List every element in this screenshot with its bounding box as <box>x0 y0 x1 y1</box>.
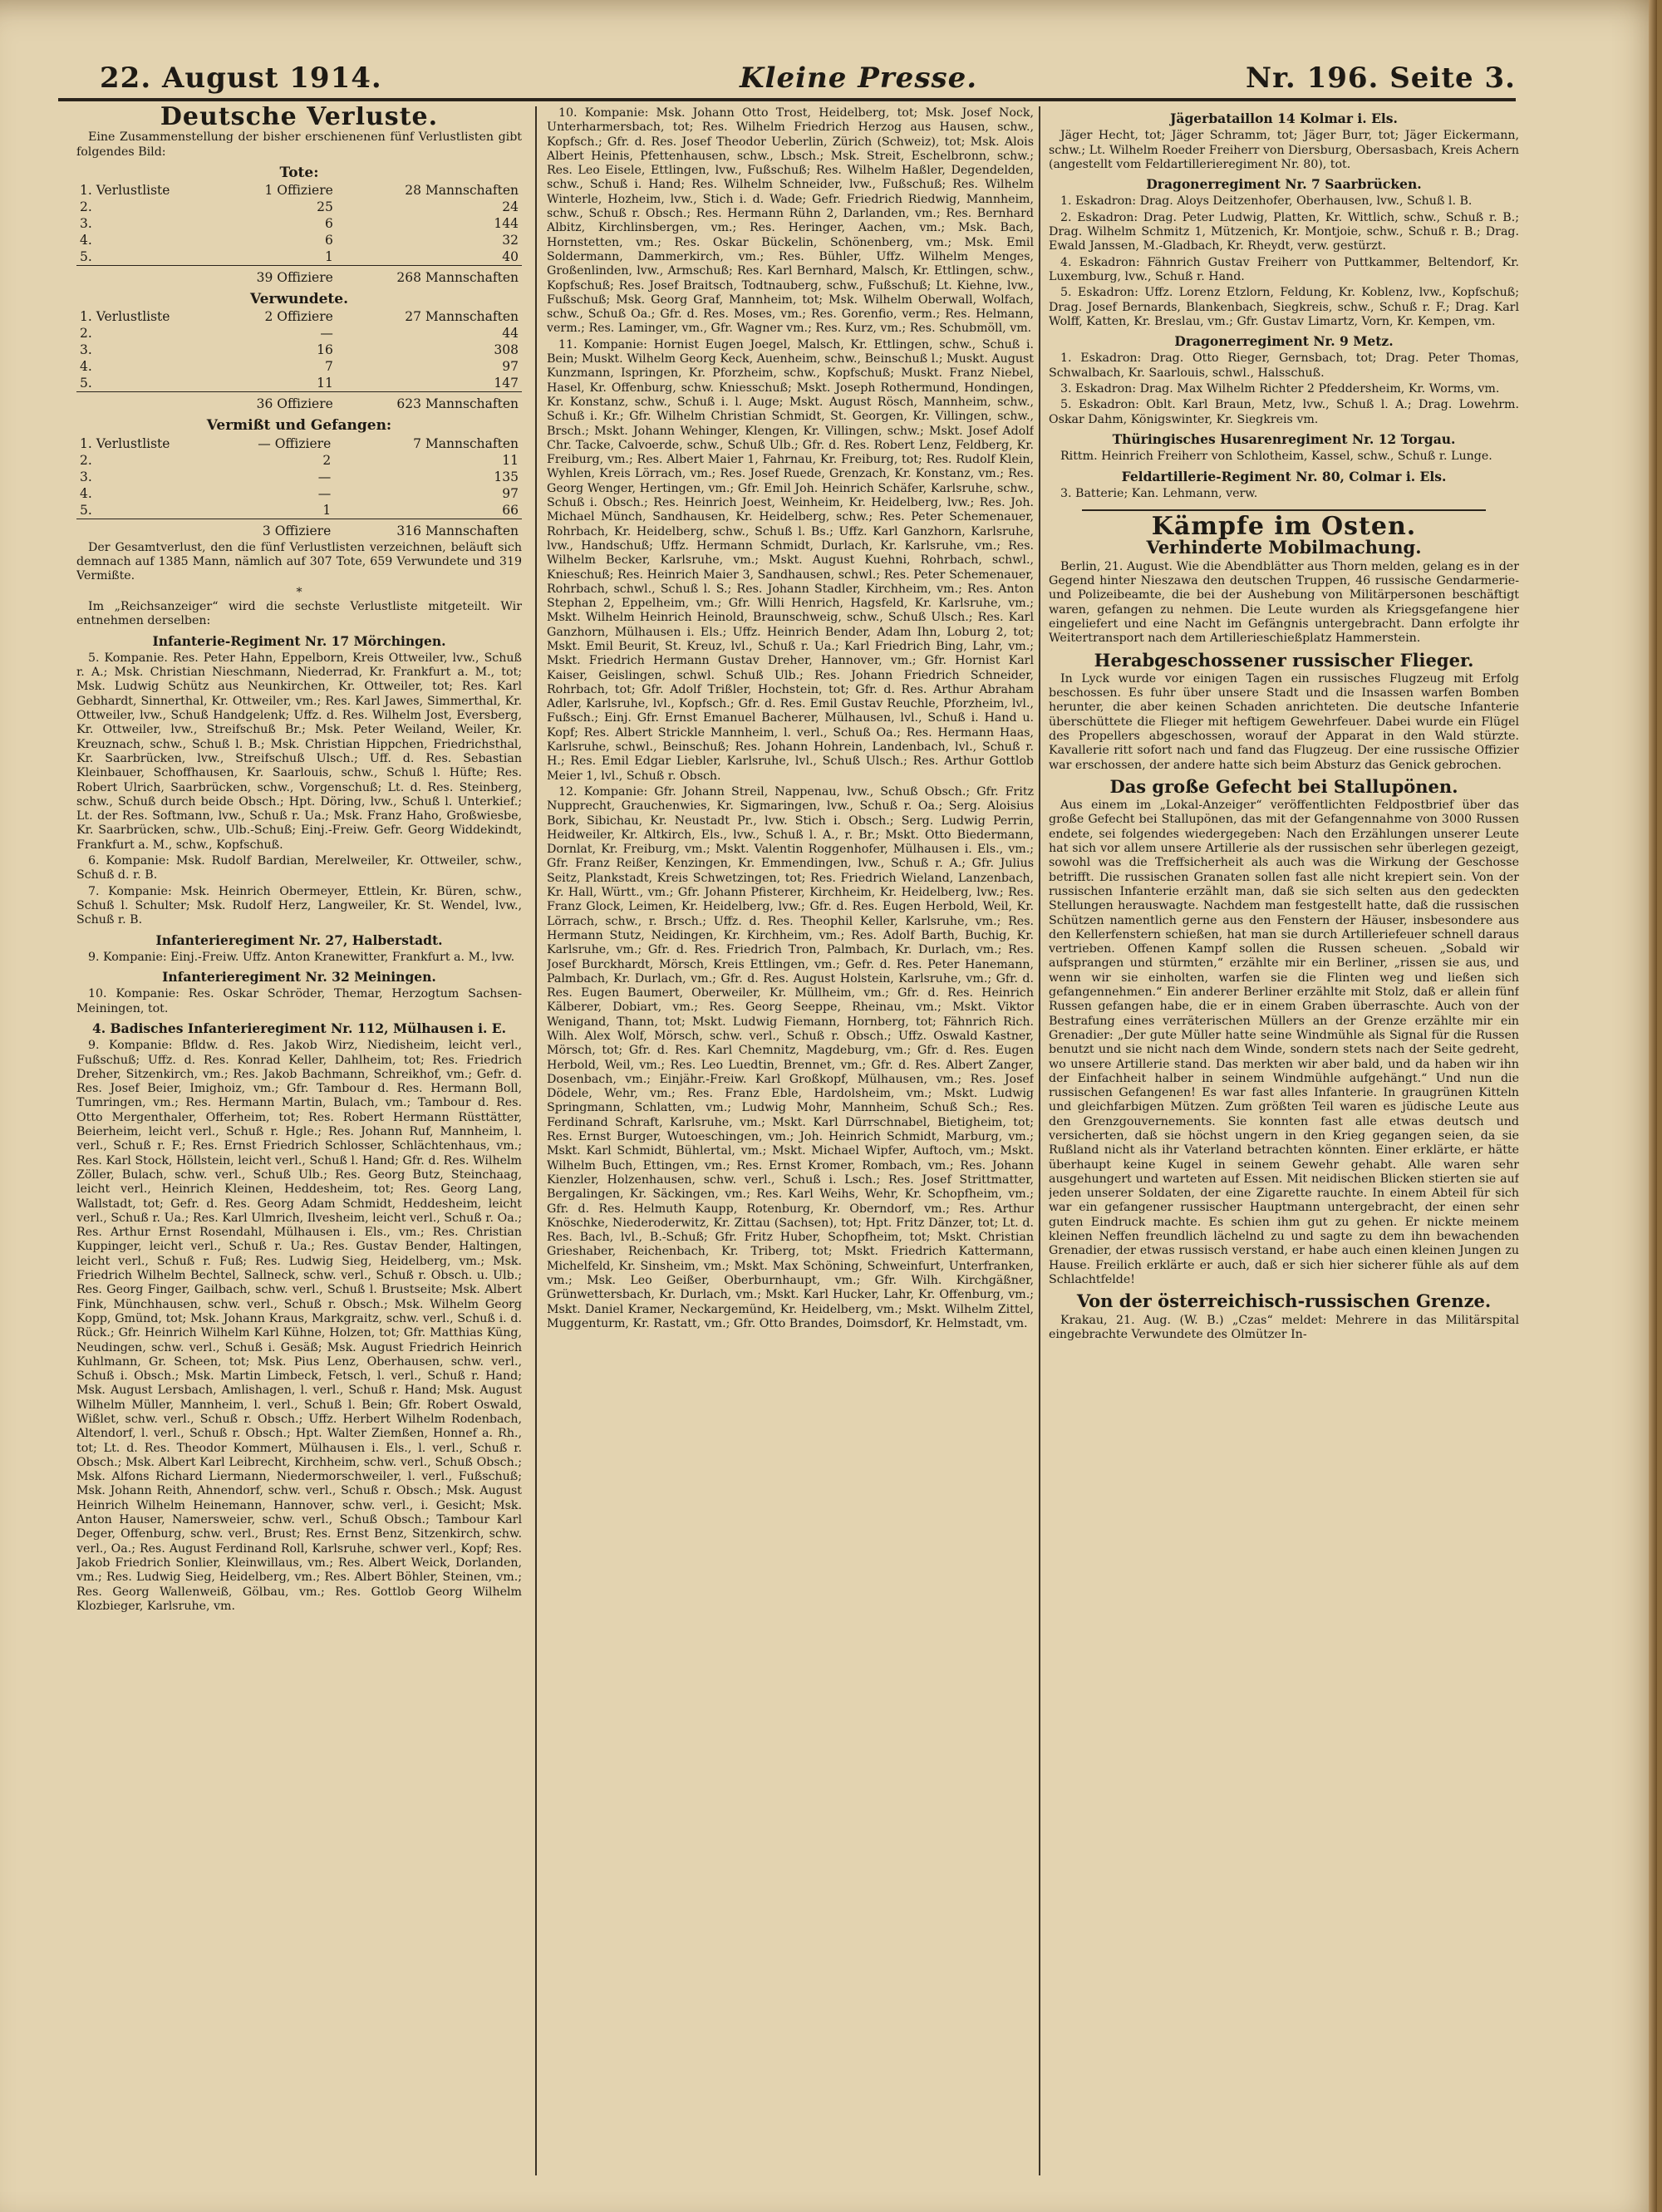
regiment-heading: Dragonerregiment Nr. 9 Metz. <box>1174 333 1394 350</box>
stat-row <box>76 469 522 485</box>
stat-row <box>76 435 522 452</box>
regiment-text: Rittm. Heinrich Freiherr von Schlotheim, Kassel, schw., Schuß r. Lunge. <box>1060 450 1492 464</box>
article-subtitle: Das große Gefecht bei Stallupönen. <box>1109 775 1458 797</box>
intro-text: Eine Zusammenstellung der bisher erschienenen fünf Verlustlisten gibt folgendes Bild: <box>76 130 522 159</box>
stat-cell: 2 <box>322 452 332 468</box>
regiment-heading: Infanterie-Regiment Nr. 17 Mörchingen. <box>152 632 446 649</box>
stat-sum-cell: 316 Mannschaften <box>334 519 522 539</box>
vermisst-table <box>76 435 522 539</box>
regiment-heading: Infanterieregiment Nr. 32 Meiningen. <box>162 969 436 986</box>
regiment-text: 5. Eskadron: Oblt. Karl Braun, Metz, lvw., Schuß l. A.; Drag. Lowehrm. Oskar Dahm, Königswinter, Kr. Siegkreis vm. <box>1049 398 1519 426</box>
stat-cell <box>76 519 218 539</box>
stat-cell: 11 <box>317 376 333 391</box>
sixth-list-text: Im „Reichsanzeiger“ wird die sechste Verlustliste mitgeteilt. Wir entnehmen derselben: <box>76 599 522 628</box>
issue-number: Nr. 196. Seite 3. <box>1246 61 1516 95</box>
stat-cell: 1 <box>322 502 332 518</box>
article-text: Berlin, 21. August. Wie die Abendblätter aus Thorn melden, gelang es in der Gegend hinter Nieszawa den deutschen Truppen, 46 russische Gendarmerie- und Polizeibeamte, die bei der Aushebung von Militärpersonen beschäftigt waren, gefangen zu nehmen. Die Leute wurden als Kriegsgefangene hier eingeliefert und eine Nacht im Gefängnis untergebracht. Dann erfolgte ihr Weitertransport nach dem Artillerieschießplatz Hammerstein. <box>1049 559 1519 646</box>
article-text: Krakau, 21. Aug. (W. B.) „Czas“ meldet: Mehrere in das Militärspital eingebrachte Verwundete des Olmützer In- <box>1049 1313 1519 1341</box>
stat-cell: 1 <box>324 249 333 265</box>
regiment-heading: 4. Badisches Infanterieregiment Nr. 112, Mülhausen i. E. <box>91 1020 507 1036</box>
regiment-text: 9. Kompanie: Bfldw. d. Res. Jakob Wirz, Niedisheim, leicht verl., Fußschuß; Uffz. d. Res. Konrad Keller, Dahlheim, tot; Res. Friedrich Dreher, Sitzenkirch, vm.; Res. Jakob Bachmann, Schreikhof, vm.; Gefr. d. Res. Josef Beier, Imighoiz, vm.; Gfr. Tambour d. Res. Hermann Boll, Tumringen, vm.; Res. Hermann Martin, Bulach, vm.; Tambour d. Res. Otto Mergenthaler, Offerheim, tot; Res. Robert Hermann Rüsttätter, Beierheim, leicht verl., Schuß r. Hgle.; Res. Johann Ruf, Mannheim, l. verl., Schuß r. F.; Res. Ernst Friedrich Schlosser, Schlächtenhaus, vm.; Res. Karl Stock, Höllstein, leicht verl., Schuß l. Hand; Gfr. d. Res. Wilhelm Zöller, Bulach, schw. verl., Schuß Ulb.; Res. Georg Butz, Steinchaag, leicht verl., Heinrich Kleinen, Heddesheim, tot; Res. Georg Lang, Wallstadt, tot; Gefr. d. Res. Georg Adam Schmidt, Heddesheim, leicht verl., Schuß r. Ua.; Res. Karl Ulmrich, Ilvesheim, leicht verl., Schuß r. Oa.; Res. Arthur Ernst Rosendahl, Mülhausen i. Els., vm.; Res. Christian Kuppinger, leicht verl., Schuß r. Ua.; Res. Gustav Bender, Haltingen, leicht verl., Schuß r. Fuß; Res. Ludwig Sieg, Heidelberg, vm.; Msk. Friedrich Wilhelm Bechtel, Sallneck, schw. verl., Schuß r. Obsch. u. Ulb.; Res. Georg Finger, Gailbach, schw. verl., Schuß l. Brustseite; Msk. Albert Fink, Münchhausen, schw. verl., Schuß r. Obsch.; Msk. Wilhelm Georg Kopp, Gmünd, tot; Msk. Johann Kraus, Markgraitz, schw. verl., Schuß i. d. Rück.; Gfr. Heinrich Wilhelm Karl Kühne, Holzen, tot; Gfr. Matthias Küng, Neudingen, schw. verl., Schuß i. Gesäß; Msk. August Friedrich Heinrich Kuhlmann, Gr. Scheen, tot; Msk. Pius Lenz, Oberhausen, schw. verl., Schuß i. Obsch.; Msk. Martin Limbeck, Fetsch, l. verl., Schuß r. Hand; Msk. August Lersbach, Amlishagen, l. verl., Schuß r. Hand; Msk. August Wilhelm Müller, Mannheim, l. verl., Schuß l. Bein; Gfr. Robert Oswald, Wißlet, schw. verl., Schuß r. Obsch.; Uffz. Herbert Wilhelm Rodenbach, Altendorf, l. verl., Schuß r. Obsch.; Hpt. Walter Ziemßen, Honnef a. Rh., tot; Lt. d. Res. Theodor Kommert, Mülhausen i. Els., l. verl., Schuß r. Obsch.; Msk. Albert Karl Leibrecht, Kirchheim, schw. verl., Schuß Obsch.; Msk. Alfons Richard Liermann, Niedermorschweiler, l. verl., Fußschuß; Msk. Johann Reith, Ahnendorf, schw. verl., Schuß r. Obsch.; Msk. August Heinrich Wilhelm Heinemann, Hannover, schw. verl., i. Gesicht; Msk. Anton Hauser, Namersweier, schw. verl., Schuß Obsch.; Tambour Karl Deger, Offenburg, schw. verl., Brust; Res. Ernst Benz, Sitzenkirch, schw. verl., Oa.; Res. August Ferdinand Roll, Karlsruhe, schwer verl., Kopf; Res. Jakob Friedrich Sonlier, Kleinwillaus, vm.; Res. Albert Weick, Dorlanden, vm.; Res. Ludwig Sieg, Heidelberg, vm.; Res. Albert Böhler, Steinen, vm.; Res. Georg Wallenweiß, Gölbau, vm.; Res. Gottlob Georg Wilhelm Klozbieger, Karlsruhe, vm. <box>76 1039 522 1613</box>
stat-cell: 40 <box>502 249 519 265</box>
regiment-heading: Jägerbataillon 14 Kolmar i. Els. <box>1170 111 1398 126</box>
header-rule <box>58 98 1516 101</box>
stat-cell: 4. <box>80 233 92 248</box>
stat-cell: 7 <box>324 359 333 375</box>
column-2 <box>547 106 1034 2174</box>
column-rule <box>1039 106 1040 2175</box>
stat-cell: 1. Verlustliste <box>80 183 170 199</box>
stat-row <box>76 485 522 502</box>
stat-cell: 97 <box>502 485 519 501</box>
stat-cell: 4. <box>80 359 92 375</box>
regiment-text: 3. Eskadron: Drag. Max Wilhelm Richter 2 Pfeddersheim, Kr. Worms, vm. <box>1060 382 1500 396</box>
stat-cell <box>76 266 216 287</box>
stat-sum-cell: 623 Mannschaften <box>337 392 522 413</box>
stat-cell: 4. <box>80 485 92 501</box>
stat-row <box>76 215 522 232</box>
stat-row <box>76 358 522 375</box>
stat-cell: 28 Mannschaften <box>405 183 519 199</box>
ornament: * <box>296 585 302 599</box>
stat-cell: 1. Verlustliste <box>80 435 170 451</box>
stat-cell <box>76 392 216 413</box>
stat-cell: 66 <box>502 502 519 518</box>
stat-cell: 3. <box>80 216 92 232</box>
stat-cell: 27 Mannschaften <box>405 309 519 325</box>
tote-label: Tote: <box>279 164 319 181</box>
regiment-text: 1. Eskadron: Drag. Aloys Deitzenhofer, Oberhausen, lvw., Schuß l. B. <box>1060 194 1473 209</box>
stat-cell: 5. <box>80 376 92 391</box>
article-subtitle: Verhinderte Mobilmachung. <box>1146 537 1422 558</box>
summary-text: Der Gesamtverlust, den die fünf Verlustlisten verzeichnen, beläuft sich demnach auf 1385 Mann, nämlich auf 307 Tote, 659 Verwundete und 319 Vermißte. <box>76 540 522 583</box>
masthead: Kleine Presse. <box>740 61 978 95</box>
stat-sum-row <box>76 519 522 539</box>
vermisst-label: Vermißt und Gefangen: <box>206 417 392 435</box>
column-1 <box>76 106 522 2174</box>
article-text: Aus einem im „Lokal-Anzeiger“ veröffentlichten Feldpostbrief über das große Gefecht bei Stallupönen, das mit der Gefangennahme von 3000 Russen endete, sei folgendes wiedergegeben: Nach den Erzählungen unserer Leute hat sich vor allem unsere Artillerie als der russischen sehr überlegen gezeigt, sowohl was die Treffsicherheit als auch was die Wirkung der Geschosse betrifft. Die russischen Granaten sollen fast alle nicht krepiert sein. Von der russischen Infanterie erzählt man, daß sie sich selten aus den gedeckten Stellungen herauswagte. Nachdem man festgestellt hatte, daß die russischen Schützen namentlich gerne aus den Fenstern der Häuser, insbesondere aus den Kellerfenstern schießen, hat man sie durch Artilleriefeuer schnell daraus vertrieben. Offenen Kampf sollen die Russen scheuen. „Sobald wir aufsprangen und stürmten,“ erzählte mir ein Berliner, „rissen sie aus, und wenn wir sie einholten, warfen sie die Flinten weg und ließen sich gefangennehmen.“ Ein anderer Berliner erzählte mit Stolz, daß er allein fünf Russen gefangen habe, die er in einem Graben überraschte. Auch von der Bestrafung eines verräterischen Müllers an der Grenze erzählte mir ein Grenadier: „Der gute Müller hatte seine Windmühle als Signal für die Russen benutzt und sie nicht nach dem Winde, sondern stets nach der Seite gedreht, wo unsere Artillerie stand. Das merkten wir aber bald, und da haben wir ihn der Einfachheit halber in seinem Windmühle aufgehängt.“ Und nun die russischen Gefangenen! Es war fast alles Infanterie. In graugrünen Kitteln und gleichfarbigen Mützen. Zum größten Teil waren es jüdische Leute aus den Grenzgouvernements. Sie konnten fast alle etwas deutsch und versicherten, daß sie höchst ungern in den Krieg gegangen seien, da sie Rußland nicht als ihr Vaterland betrachten könnten. Einer erklärte, er hätte überhaupt keine Kugel in seinem Gewehr gehabt. Alle waren sehr ausgehungert und warteten auf Essen. Mit neidischen Blicken stierten sie auf jeden unserer Soldaten, der eine Zigarette rauchte. In einem Abteil für sich war ein gefangener russischer Hauptmann untergebracht, der einen sehr guten Eindruck machte. Es schien ihm gut zu gehen. Er nickte meinem kleinen Neffen freundlich lächelnd zu und sagte zu dem ihn bewachenden Grenadier, der etwas russisch verstand, er habe auch einen kleinen Jungen zu Hause. Freilich erklärte er auch, daß er sich hier sicherer fühle als auf dem Schlachtfelde! <box>1049 799 1519 1286</box>
stat-cell: 5. <box>80 249 92 265</box>
stat-cell: 25 <box>317 199 333 215</box>
stat-row <box>76 502 522 519</box>
verwundete-table <box>76 308 522 412</box>
stat-cell: 2. <box>80 326 92 342</box>
stat-cell: 5. <box>80 502 92 518</box>
regiment-text: 3. Batterie; Kan. Lehmann, verw. <box>1060 486 1258 500</box>
tote-table <box>76 182 522 286</box>
stat-cell: 1. Verlustliste <box>80 309 170 325</box>
stat-row <box>76 452 522 469</box>
stat-cell: 24 <box>502 199 519 215</box>
column-3 <box>1049 106 1519 2174</box>
stat-cell: 2. <box>80 452 92 468</box>
stat-row <box>76 342 522 358</box>
stat-cell: 2 Offiziere <box>264 309 333 325</box>
regiment-heading: Thüringisches Husarenregiment Nr. 12 Torgau. <box>1112 430 1456 447</box>
stat-cell: — Offiziere <box>258 435 332 451</box>
company-text: 11. Kompanie: Hornist Eugen Joegel, Malsch, Kr. Ettlingen, schw., Schuß i. Bein; Muskt. Wilhelm Georg Keck, Auenheim, schw., Beinschuß l.; Muskt. August Kunzmann, Ispringen, Kr. Pforzheim, schw., Kopfschuß; Muskt. Franz Niebel, Hasel, Kr. Offenburg, schw. Kniesschuß; Mskt. Joseph Rothermund, Hondingen, Kr. Konstanz, schw., Schuß i. l. Auge; Mskt. August Rösch, Mannheim, schw., Schuß i. Kr.; Gfr. Wilhelm Christian Schmidt, St. Georgen, Kr. Villingen, schw., Brsch.; Mskt. Johann Wehinger, Klengen, Kr. Villingen, schw.; Mskt. Josef Adolf Chr. Tacke, Calvoerde, schw., Schuß Ulb.; Gfr. d. Res. Robert Lenz, Feldberg, Kr. Freiburg, vm.; Res. Albert Maier 1, Fahrnau, Kr. Freiburg, tot; Res. Rudolf Klein, Wyhlen, Kreis Lörrach, vm.; Res. Josef Ruede, Grenzach, Kr. Konstanz, vm.; Res. Georg Wenger, Hertingen, vm.; Gfr. Emil Joh. Heinrich Schäfer, Karlsruhe, schw., Schuß i. Obsch.; Res. Heinrich Joest, Weinheim, Kr. Heidelberg, lvw.; Res. Joh. Michael Münch, Sandhausen, Kr. Heidelberg, schw.; Res. Peter Schemenauer, Rohrbach, Kr. Heidelberg, schw., Schuß l. Bs.; Uffz. Karl Ganzhorn, Karlsruhe, lvw., Handschuß; Uffz. Hermann Schmidt, Durlach, Kr. Karlsruhe, vm.; Res. Wilhelm Becker, Karlsruhe, vm.; Mskt. August Kuehni, Rohrbach, schwl., Knieschuß; Res. Heinrich Maier 3, Sandhausen, schwl.; Res. Peter Schemenauer, Rohrbach, schwl., Schuß l. S.; Res. Johann Stadler, Kirchheim, vm.; Res. Anton Stephan 2, Eppelheim, vm.; Gfr. Willi Henrich, Hagsfeld, Kr. Karlsruhe, vm.; Mskt. Wilhelm Heinrich Heinold, Braunschweig, schw., Schuß Ulsch.; Res. Karl Ganzhorn, Mülhausen i. Els.; Uffz. Heinrich Bender, Adam Ihn, Loburg 2, tot; Mskt. Emil Beurit, St. Kreuz, lvl., Schuß r. Ua.; Karl Friedrich Bing, Lahr, vm.; Mskt. Friedrich Hermann Gustav Dreher, Hannover, vm.; Gfr. Hornist Karl Kaiser, Geislingen, schwl. Schuß Ulb.; Res. Johann Friedrich Schneider, Rohrbach, tot; Gfr. Adolf Trißler, Hochstein, tot; Gfr. d. Res. Arthur Abraham Adler, Karlsruhe, lvl., Kopfsch.; Gfr. d. Res. Emil Gustav Reuchle, Pforzheim, lvl., Fußsch.; Einj. Gfr. Ernst Emanuel Bacherer, Mülhausen, lvl., Schuß i. Hand u. Kopf; Res. Albert Strickle Mannheim, l. verl., Schuß Oa.; Res. Hermann Haas, Karlsruhe, schwl., Beinschuß; Res. Johann Hohrein, Landenbach, lvl., Schuß r. H.; Res. Emil Edgar Liebler, Karlsruhe, lvl., Schuß Ulsch.; Res. Arthur Gottlob Meier 1, lvl., Schuß r. Obsch. <box>547 337 1034 783</box>
stat-sum-cell: 3 Offiziere <box>218 519 334 539</box>
stat-cell: 97 <box>502 359 519 375</box>
stat-cell: 32 <box>502 233 519 248</box>
article-title: Deutsche Verluste. <box>160 106 439 131</box>
page-spine <box>1649 0 1657 2212</box>
stat-cell: 44 <box>502 326 519 342</box>
regiment-text: 10. Kompanie: Res. Oskar Schröder, Themar, Herzogtum Sachsen-Meiningen, tot. <box>76 987 522 1015</box>
stat-cell: — <box>320 326 333 342</box>
regiment-text: 1. Eskadron: Drag. Otto Rieger, Gernsbach, tot; Drag. Peter Thomas, Schwalbach, Kr. Saarlouis, schwl., Halsschuß. <box>1049 351 1519 380</box>
regiment-text: 9. Kompanie: Einj.-Freiw. Uffz. Anton Kranewitter, Frankfurt a. M., lvw. <box>88 950 515 964</box>
stat-row <box>76 232 522 248</box>
regiment-text: 5. Kompanie. Res. Peter Hahn, Eppelborn, Kreis Ottweiler, lvw., Schuß r. A.; Msk. Christian Nieschmann, Niederrad, Kr. Frankfurt a. M., tot; Msk. Ludwig Schütz aus Neunkirchen, Kr. Ottweiler, tot; Res. Karl Gebhardt, Sinnerthal, Kr. Ottweiler, vm.; Res. Karl Jawes, Simmerthal, Kr. Ottweiler, lvw., Schuß Handgelenk; Uffz. d. Res. Wilhelm Jost, Eversberg, Kr. Ottweiler, lvw., Streifschuß Br.; Msk. Peter Weiland, Weiler, Kr. Kreuznach, schw., Schuß l. B.; Msk. Christian Hippchen, Friedrichsthal, Kr. Saarbrücken, lvw., Streifschuß Ulsch.; Uff. d. Res. Sebastian Kleinbauer, Schoffhausen, Kr. Saarlouis, schw., Schuß l. Hüfte; Res. Robert Ulrich, Saarbrücken, schw., Vorgenschuß; Lt. d. Res. Steinberg, schw., Schuß durch beide Obsch.; Hpt. Döring, lvw., Schuß l. Unterkief.; Lt. der Res. Softmann, lvw., Schuß r. Ua.; Msk. Franz Haho, Großwiesbe, Kr. Saarbrücken, schw., Ulb.-Schuß; Einj.-Freiw. Gefr. Georg Widdekindt, Frankfurt a. M., schw., Kopfschuß. <box>76 651 522 852</box>
stat-cell: 3. <box>80 342 92 358</box>
stat-sum-row <box>76 266 522 287</box>
stat-row <box>76 248 522 266</box>
stat-cell: 11 <box>502 452 519 468</box>
verwundete-label: Verwundete. <box>249 291 349 308</box>
stat-cell: 6 <box>324 216 333 232</box>
stat-cell: 2. <box>80 199 92 215</box>
stat-sum-cell: 39 Offiziere <box>216 266 337 287</box>
regiment-text: 6. Kompanie: Msk. Rudolf Bardian, Merelweiler, Kr. Ottweiler, schw., Schuß d. r. B. <box>76 854 522 882</box>
article-subtitle: Von der österreichisch-russischen Grenze. <box>1076 1290 1492 1312</box>
stat-row <box>76 375 522 392</box>
stat-cell: 147 <box>494 376 519 391</box>
stat-cell: 7 Mannschaften <box>413 435 519 451</box>
column-rule <box>535 106 537 2175</box>
stat-cell: 6 <box>324 233 333 248</box>
stat-sum-cell: 36 Offiziere <box>216 392 337 413</box>
regiment-heading: Dragonerregiment Nr. 7 Saarbrücken. <box>1146 176 1422 193</box>
stat-cell: 308 <box>494 342 519 358</box>
page-header <box>58 55 1516 105</box>
article-title: Kämpfe im Osten. <box>1151 512 1417 542</box>
regiment-text: 5. Eskadron: Uffz. Lorenz Etzlorn, Feldung, Kr. Koblenz, lvw., Kopfschuß; Drag. Josef Bernards, Blankenbach, Siegkreis, schw., Schuß r. F.; Drag. Karl Wolff, Katten, Kr. Breslau, vm.; Gfr. Gustav Limartz, Vorn, Kr. Kempen, vm. <box>1049 286 1519 328</box>
regiment-heading: Feldartillerie-Regiment Nr. 80, Colmar i. Els. <box>1121 468 1447 484</box>
stat-row <box>76 308 522 325</box>
stat-cell: — <box>317 469 332 484</box>
stat-cell: 144 <box>494 216 519 232</box>
stat-row <box>76 182 522 199</box>
regiment-text: 7. Kompanie: Msk. Heinrich Obermeyer, Ettlein, Kr. Büren, schw., Schuß l. Schulter; Msk. Rudolf Herz, Langweiler, Kr. St. Wendel, lvw., Schuß r. B. <box>76 884 522 927</box>
stat-sum-row <box>76 392 522 413</box>
stat-row <box>76 325 522 342</box>
regiment-text: 4. Eskadron: Fähnrich Gustav Freiherr von Puttkammer, Beltendorf, Kr. Luxemburg, lvw., Schuß r. Hand. <box>1049 255 1519 283</box>
issue-date: 22. August 1914. <box>100 61 382 95</box>
stat-cell: 1 Offiziere <box>264 183 333 199</box>
article-text: In Lyck wurde vor einigen Tagen ein russisches Flugzeug mit Erfolg beschossen. Es fuhr über unsere Stadt und die Insassen warfen Bomben herunter, die aber keinen Schaden anrichteten. Die deutsche Infanterie überschüttete die Flieger mit heftigem Gewehrfeuer. Dabei wurde ein Flügel des Propellers abgeschossen, worauf der Apparat in den Wald stürzte. Kavallerie ritt sofort nach und fand das Flugzeug. Der eine russische Offizier war erschossen, der andere hatte sich beim Absturz das Genick gebrochen. <box>1049 671 1519 772</box>
regiment-text: 2. Eskadron: Drag. Peter Ludwig, Platten, Kr. Wittlich, schw., Schuß r. B.; Drag. Wilhelm Schmitz 1, Mützenich, Kr. Montjoie, schw., Schuß r. B.; Drag. Ewald Janssen, M.-Gladbach, Kr. Rheydt, verw. gestürzt. <box>1049 210 1519 253</box>
company-text: 10. Kompanie: Msk. Johann Otto Trost, Heidelberg, tot; Msk. Josef Nock, Unterharmersbach, tot; Res. Wilhelm Friedrich Herzog aus Hausen, schw., Kopfsch.; Gfr. d. Res. Josef Theodor Ueberlin, Zürich (Schweiz), tot; Msk. Alois Albert Heinis, Pfettenhausen, schw., Lbsch.; Msk. Streit, Eschelbronn, schw.; Res. Leo Eisele, Ettlingen, lvw., Fußschuß; Res. Wilhelm Haßler, Degendelden, schw., Schuß i. Hand; Res. Wilhelm Schneider, lvw., Fußschuß; Res. Wilhelm Winterle, Hozheim, lvw., Stich i. d. Wade; Gefr. Friedrich Riedwig, Mannheim, schw., Schuß r. Obsch.; Res. Hermann Rühn 2, Darlanden, vm.; Res. Bernhard Albitz, Kirchlinsbergen, vm.; Res. Heringer, Aachen, vm.; Msk. Bach, Hornstetten, vm.; Res. Oskar Bückelin, Schönenberg, vm.; Msk. Emil Soldermann, Dammerkirch, vm.; Res. Bühler, Uffz. Wilhelm Menges, Großenlinden, lvw., Armschuß; Res. Karl Bernhard, Malsch, Kr. Ettlingen, schw., Kopfschuß; Res. Josef Braitsch, Todtnauberg, schw., Fußschuß; Lt. Kiehne, lvw., Fußschuß; Msk. Georg Graf, Mannheim, tot; Msk. Wilhelm Oberwall, Wolfach, schw., Schuß Oa.; Gfr. d. Res. Moses, vm.; Res. Gorenfio, verm.; Res. Helmann, verm.; Res. Laminger, vm., Gfr. Wagner vm.; Res. Kurz, vm.; Res. Schubmöll, vm. <box>547 106 1034 336</box>
stat-sum-cell: 268 Mannschaften <box>337 266 522 287</box>
section-divider <box>1082 509 1486 511</box>
company-text: 12. Kompanie: Gfr. Johann Streil, Nappenau, lvw., Schuß Obsch.; Gfr. Fritz Nupprecht, Grauchenwies, Kr. Sigmaringen, lvw., Schuß r. Oa.; Serg. Aloisius Bork, Sibichau, Kr. Neustadt Pr., lvw. Stich i. Obsch.; Serg. Ludwig Perrin, Heidweiler, Kr. Altkirch, Els., lvw., Schuß l. A., r. Br.; Mskt. Otto Biedermann, Dornlat, Kr. Freiburg, vm.; Mskt. Valentin Roggenhofer, Mülhausen i. Els., vm.; Gfr. Franz Reißer, Kenzingen, Kr. Emmendingen, lvw., Schuß r. A.; Gfr. Julius Seitz, Plankstadt, Kreis Schwetzingen, tot; Res. Friedrich Wieland, Lanzenbach, Kr. Hall, Württ., vm.; Gfr. Johann Pfisterer, Kirchheim, Kr. Heidelberg, lvw.; Res. Franz Glock, Leimen, Kr. Heidelberg, lvw.; Gfr. d. Res. Eugen Herbold, Weil, Kr. Lörrach, schw., r. Brsch.; Uffz. d. Res. Theophil Keller, Karlsruhe, vm.; Res. Hermann Stutz, Neidingen, Kr. Kirchheim, vm.; Res. Adolf Barth, Buchig, Kr. Karlsruhe, vm.; Gfr. d. Res. Friedrich Tron, Palmbach, Kr. Durlach, vm.; Res. Josef Burckhardt, Mörsch, Kreis Ettlingen, vm.; Gefr. d. Res. Peter Hanemann, Palmbach, Kr. Durlach, vm.; Gfr. d. Res. August Holstein, Karlsruhe, vm.; Gfr. d. Res. Eugen Baumert, Oberweiler, Kr. Müllheim, vm.; Gfr. d. Res. Heinrich Kälberer, Dobiart, vm.; Res. Georg Seeppe, Rheinau, vm.; Mskt. Viktor Wenigand, Thann, tot; Mskt. Ludwig Fiemann, Hornberg, tot; Fähnrich Rich. Wilh. Alex Wolf, Mörsch, schw. verl., Schuß r. Obsch.; Uffz. Oswald Kastner, Mörsch, tot; Gfr. d. Res. Karl Chemnitz, Magdeburg, vm.; Gfr. d. Res. Eugen Herbold, Weil, vm.; Res. Leo Luedtin, Brennet, vm.; Gfr. d. Res. Albert Zanger, Dosenbach, vm.; Einjähr.-Freiw. Karl Großkopf, Mülhausen, vm.; Res. Josef Dödele, Wehr, vm.; Res. Franz Eble, Hardolsheim, vm.; Mskt. Ludwig Springmann, Schlatten, vm.; Ludwig Mohr, Mannheim, Schuß Sch.; Res. Ferdinand Schraft, Karlsruhe, vm.; Mskt. Karl Dürrschnabel, Bietigheim, tot; Res. Ernst Burger, Wutoeschingen, vm.; Joh. Heinrich Schmidt, Marburg, vm.; Mskt. Karl Schmidt, Bühlertal, vm.; Mskt. Michael Wipfer, Auftoch, vm.; Mskt. Wilhelm Buch, Ettingen, vm.; Res. Ernst Kromer, Rombach, vm.; Res. Johann Kienzler, Holzenhausen, schw. verl., Schuß i. Lsch.; Res. Josef Strittmatter, Bergalingen, Kr. Säckingen, vm.; Res. Karl Weihs, Wehr, Kr. Schopfheim, vm.; Gfr. d. Res. Helmuth Kaupp, Rotenburg, Kr. Oberndorf, vm.; Res. Arthur Knöschke, Niederoderwitz, Kr. Zittau (Sachsen), tot; Hpt. Fritz Dänzer, tot; Lt. d. Res. Bach, lvl., B.-Schuß; Gfr. Fritz Huber, Schopfheim, tot; Mskt. Christian Grieshaber, Reichenbach, Kr. Triberg, tot; Mskt. Friedrich Kattermann, Michelfeld, Kr. Sinsheim, vm.; Mskt. Max Schöning, Schweinfurt, Unterfranken, vm.; Msk. Leo Geißer, Oberburnhaupt, vm.; Gfr. Wilh. Kirchgäßner, Grünwettersbach, Kr. Durlach, vm.; Mskt. Karl Hucker, Lahr, Kr. Offenburg, vm.; Mskt. Daniel Kramer, Neckargemünd, Kr. Heidelberg, vm.; Mskt. Wilhelm Zittel, Muggenturm, Kr. Rastatt, vm.; Gfr. Otto Brandes, Doimsdorf, Kr. Helmstadt, vm. <box>547 784 1034 1330</box>
regiment-text: Jäger Hecht, tot; Jäger Schramm, tot; Jäger Burr, tot; Jäger Eickermann, schw.; Lt. Wilhelm Roeder Freiherr von Diersburg, Obersasbach, Kreis Achern (angestellt vom Feldartillerieregiment Nr. 80), tot. <box>1049 129 1519 171</box>
stat-cell: 3. <box>80 469 92 484</box>
stat-cell: 135 <box>494 469 519 484</box>
stat-cell: — <box>317 485 332 501</box>
stat-cell: 16 <box>317 342 333 358</box>
stat-row <box>76 199 522 215</box>
article-subtitle: Herabgeschossener russischer Flieger. <box>1094 649 1474 671</box>
regiment-heading: Infanterieregiment Nr. 27, Halberstadt. <box>155 931 443 948</box>
